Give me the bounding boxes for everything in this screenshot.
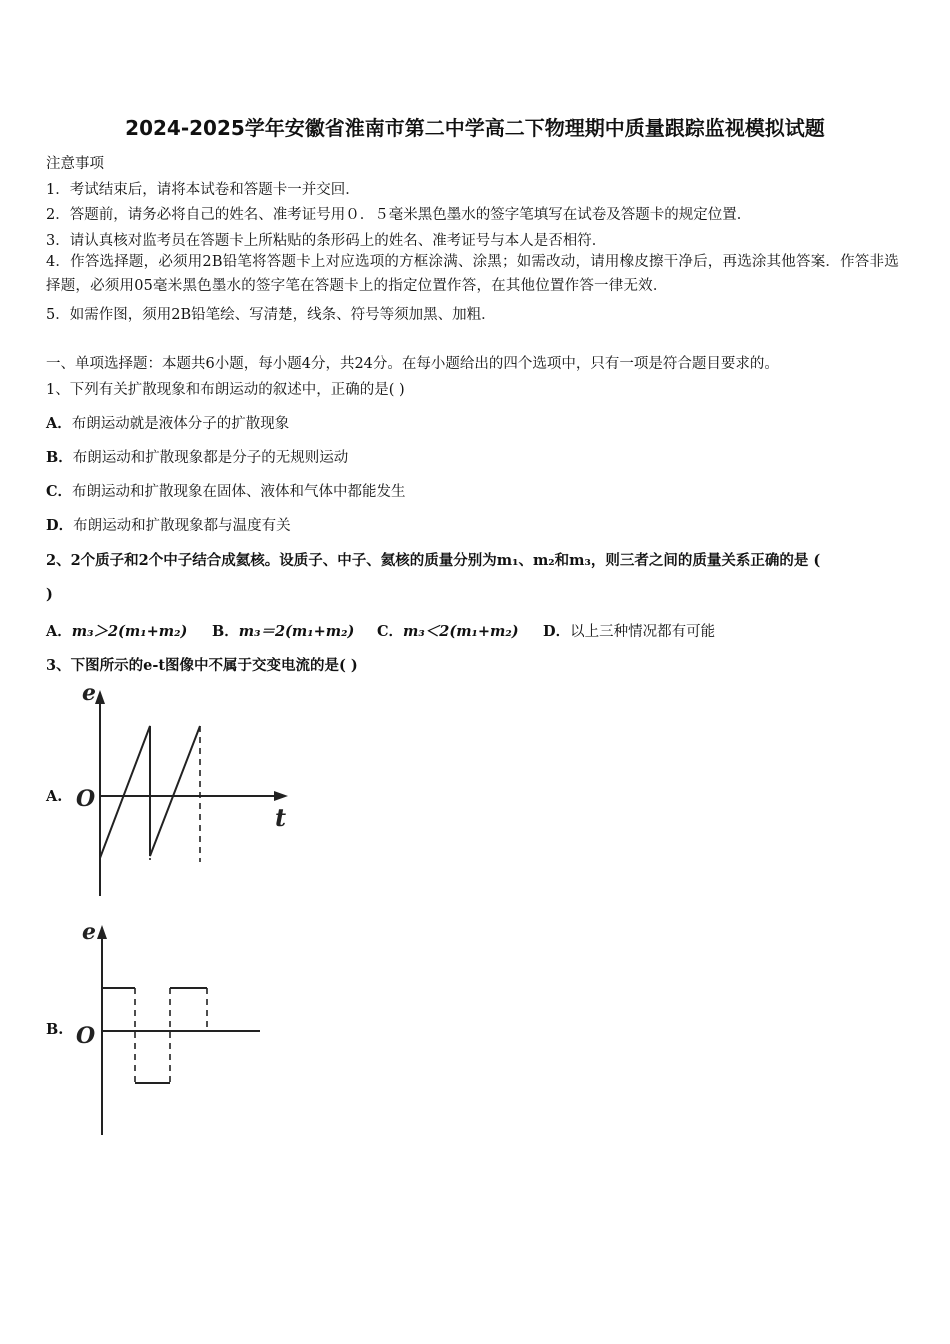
graph-a-label: A. [46, 788, 63, 805]
notice-item-3: 3．请认真核对监考员在答题卡上所粘贴的条形码上的姓名、准考证号与本人是否相符． [46, 233, 607, 249]
y-axis-label: e [82, 919, 96, 945]
question-1-option-b [46, 446, 348, 467]
notice-heading: 注意事项 [46, 156, 104, 172]
x-axis-label: t [275, 803, 287, 832]
graph-a [70, 680, 295, 898]
page-title: 2024-2025学年安徽省淮南市第二中学高二下物理期中质量跟踪监视模拟试题 [125, 116, 825, 140]
option-text: 布朗运动和扩散现象在固体、液体和气体中都能发生 [72, 484, 406, 500]
question-2-option-c [377, 620, 519, 641]
option-text: 布朗运动就是液体分子的扩散现象 [71, 416, 290, 432]
question-2-stem-end: ) [46, 586, 53, 603]
notice-item-2: 2．答题前，请务必将自己的姓名、准考证号用０．５毫米黑色墨水的签字笔填写在试卷及答题卡的规定位置． [46, 207, 752, 223]
question-1-option-a [46, 412, 289, 433]
option-label: C． [377, 623, 404, 640]
option-label: B． [212, 623, 239, 640]
section-heading: 一、单项选择题：本题共6小题，每小题4分，共24分。在每小题给出的四个选项中，只有一项是符合题目要求的。 [46, 356, 779, 372]
option-text: 布朗运动和扩散现象都与温度有关 [73, 518, 291, 534]
option-text: 布朗运动和扩散现象都是分子的无规则运动 [72, 450, 349, 466]
x-axis-arrow-icon [274, 791, 288, 801]
question-3-stem: 3、下图所示的e-t图像中不属于交变电流的是( ) [46, 657, 358, 674]
y-axis-arrow-icon [95, 690, 105, 704]
option-label: A． [46, 623, 72, 640]
graph-b [70, 915, 270, 1137]
option-text: 以上三种情况都有可能 [570, 624, 716, 640]
option-text: m₃＞2(m₁+m₂) [71, 623, 188, 640]
question-1-stem: 1、下列有关扩散现象和布朗运动的叙述中，正确的是( ) [46, 382, 405, 398]
question-2-option-a [46, 620, 187, 641]
y-axis-arrow-icon [97, 925, 107, 939]
option-label: B． [46, 449, 73, 466]
option-label: D． [46, 517, 74, 534]
option-label: C． [46, 483, 73, 500]
option-text: m₃＝2(m₁+m₂) [238, 623, 355, 640]
question-2-option-b [212, 620, 354, 641]
graph-b-label: B. [46, 1021, 64, 1038]
option-label: A． [46, 415, 72, 432]
question-1-option-c [46, 480, 406, 501]
notice-item-1: 1．考试结束后，请将本试卷和答题卡一并交回． [46, 182, 360, 198]
question-1-option-d [46, 514, 291, 535]
y-axis-label: e [82, 680, 96, 706]
origin-label: O [76, 1023, 96, 1049]
option-text: m₃＜2(m₁+m₂) [403, 623, 519, 640]
notice-item-5: 5．如需作图，须用2B铅笔绘、写清楚，线条、符号等须加黑、加粗． [46, 307, 496, 323]
notice-item-4: 4．作答选择题，必须用2B铅笔将答题卡上对应选项的方框涂满、涂黑；如需改动，请用橡皮擦干净后，再选涂其他答案．作答非选择题，必须用05毫米黑色墨水的签字笔在答题卡上的指定位置作答，在其他位置作答一律无效． [46, 254, 899, 294]
question-2-option-d [543, 620, 715, 641]
option-label: D． [543, 623, 571, 640]
question-2-stem: 2、2个质子和2个中子结合成氦核。设质子、中子、氦核的质量分别为m₁、m₂和m₃，则三者之间的质量关系正确的是 ( [46, 552, 821, 569]
origin-label: O [76, 786, 96, 812]
